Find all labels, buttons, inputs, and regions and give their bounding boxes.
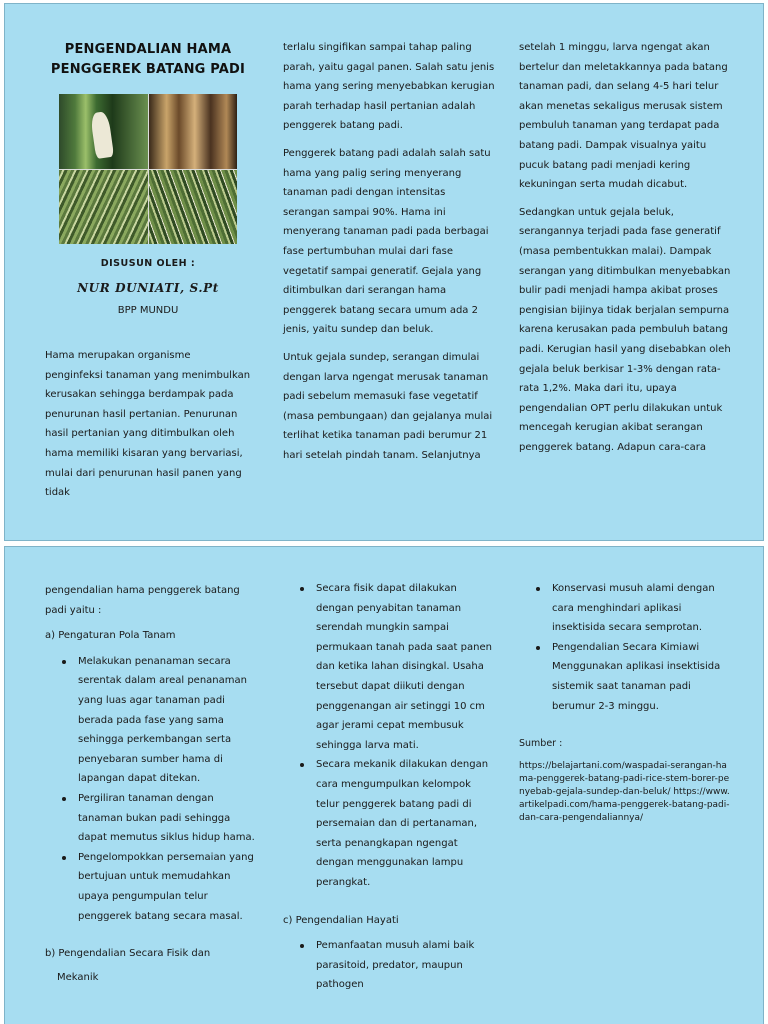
organization-name: BPP MUNDU	[117, 305, 179, 316]
white-head-rice-photo	[149, 170, 238, 245]
bullet-list	[45, 652, 260, 926]
panel1-column-3	[519, 38, 731, 457]
list-item: Secara fisik dapat dilakukan dengan penyabitan tanaman serendah mungkin sampai permukaan tanah pada saat panen dan ketika lahan disingkal. Usaha tersebut dapat diikuti dengan penggenangan air setinggi 10 cm agar jerami cepat membusuk sehingga larva mati.	[283, 579, 495, 755]
title-line-1: PENGENDALIAN HAMA	[64, 42, 232, 57]
bullet-list	[283, 579, 495, 893]
rice-field-photo	[59, 170, 148, 245]
author-name: NUR DUNIATI, S.Pt	[77, 281, 219, 295]
panel2-column-2	[283, 579, 495, 995]
paragraph: setelah 1 minggu, larva ngengat akan bertelur dan meletakkannya pada batang tanaman padi, dan selang 4-5 hari telur akan menetas sekaligus merusak sistem pembuluh tanaman yang terdapat pada batang padi. Dampak visualnya yaitu pucuk batang padi menjadi kering kekuningan serta mudah dicabut.	[519, 42, 728, 191]
bullet-list	[519, 579, 731, 716]
paragraph: Penggerek batang padi adalah salah satu hama yang palig sering menyerang tanaman padi dengan intensitas serangan sampai 90%. Hama ini menyerang tanaman padi pada berbagai fase pertumbuhan mulai dari fase vegetatif sampai generatif. Gejala yang ditimbulkan dari serangan hama penggerek batang secara umum ada 2 jenis, yaitu sundep dan beluk.	[283, 147, 491, 336]
section-heading-a: a) Pengaturan Pola Tanam	[45, 630, 176, 642]
moth-on-stem-photo	[59, 94, 148, 169]
source-label: Sumber :	[519, 738, 563, 750]
list-item: Pengelompokkan persemaian yang bertujuan untuk memudahkan upaya pengumpulan telur penggerek batang secara masal.	[45, 848, 260, 926]
list-item: Pemanfaatan musuh alami baik parasitoid, predator, maupun pathogen	[283, 936, 495, 995]
panel2-column-3	[519, 579, 731, 825]
paragraph: Sedangkan untuk gejala beluk, serangannya terjadi pada fase generatif (masa pembentukkan malai). Dampak serangan yang ditimbulkan menyebabkan bulir padi menjadi hampa akibat proses pengisian bijinya tidak berjalan sempurna karena kerusakan pada pembuluh batang padi. Kerugian hasil yang disebabkan oleh gejala beluk berkisar 1-3% dengan rata-rata 1,2%. Maka dari itu, upaya pengendalian OPT perlu dilakukan untuk mencegah kerugian akibat serangan penggerek batang. Adapun cara-cara	[519, 206, 731, 453]
source-links: https://belajartani.com/waspadai-serangan-hama-penggerek-batang-padi-rice-stem-borer-penyebab-gejala-sundep-dan-beluk/ https://www.artikelpadi.com/hama-penggerek-batang-padi-dan-cara-pengendaliannya/	[519, 760, 730, 823]
damaged-stem-photo	[149, 94, 238, 169]
paragraph: Untuk gejala sundep, serangan dimulai dengan larva ngengat merusak tanaman padi sebelum memasuki fase vegetatif (masa pembungaan) dan gejalanya mulai terlihat ketika tanaman padi berumur 21 hari setelah pindah tanam. Selanjutnya	[283, 351, 493, 461]
brochure-panel-back	[4, 546, 764, 1024]
paragraph: pengendalian hama penggerek batang padi yaitu :	[45, 585, 240, 616]
section-heading-c: c) Pengendalian Hayati	[283, 914, 399, 926]
intro-paragraph: Hama merupakan organisme penginfeksi tanaman yang menimbulkan kerusakan sehingga berdampak pada penurunan hasil pertanian. Penurunan hasil pertanian yang ditimbulkan oleh hama memiliki kisaran yang bervariasi, mulai dari penurunan hasil panen yang tidak	[45, 350, 251, 499]
title-line-2: PENGGEREK BATANG PADI	[50, 62, 246, 77]
rice-stem-borer-photo	[59, 94, 237, 244]
list-item: Pengendalian Secara Kimiawi Menggunakan aplikasi insektisida sistemik saat tanaman padi berumur 2-3 minggu.	[519, 638, 731, 716]
panel1-column-1	[45, 40, 251, 503]
list-item: Konservasi musuh alami dengan cara menghindari aplikasi insektisida secara semprotan.	[519, 579, 731, 638]
list-item: Melakukan penanaman secara serentak dalam areal penanaman yang luas agar tanaman padi berada pada fase yang sama sehingga perkembangan serta penyebaran sumber hama di lapangan dapat ditekan.	[45, 652, 260, 789]
list-item: Secara mekanik dilakukan dengan cara mengumpulkan kelompok telur penggerek batang padi di persemaian dan di pertanaman, serta penangkapan ngengat dengan menggunakan lampu perangkat.	[283, 755, 495, 892]
section-heading-b-continued: Mekanik	[57, 971, 99, 983]
paragraph: terlalu singifikan sampai tahap paling parah, yaitu gagal panen. Salah satu jenis hama yang sering menyebabkan kerugian parah terhadap hasil pertanian adalah penggerek batang padi.	[283, 42, 495, 132]
brochure-panel-front	[4, 3, 764, 541]
panel1-column-2	[283, 38, 495, 465]
list-item: Pergiliran tanaman dengan tanaman bukan padi sehingga dapat memutus siklus hidup hama.	[45, 789, 260, 848]
panel2-column-1	[45, 581, 260, 987]
section-heading-b: b) Pengendalian Secara Fisik dan	[45, 948, 211, 960]
bullet-list	[283, 936, 495, 995]
compiled-by-label: DISUSUN OLEH :	[100, 258, 196, 269]
